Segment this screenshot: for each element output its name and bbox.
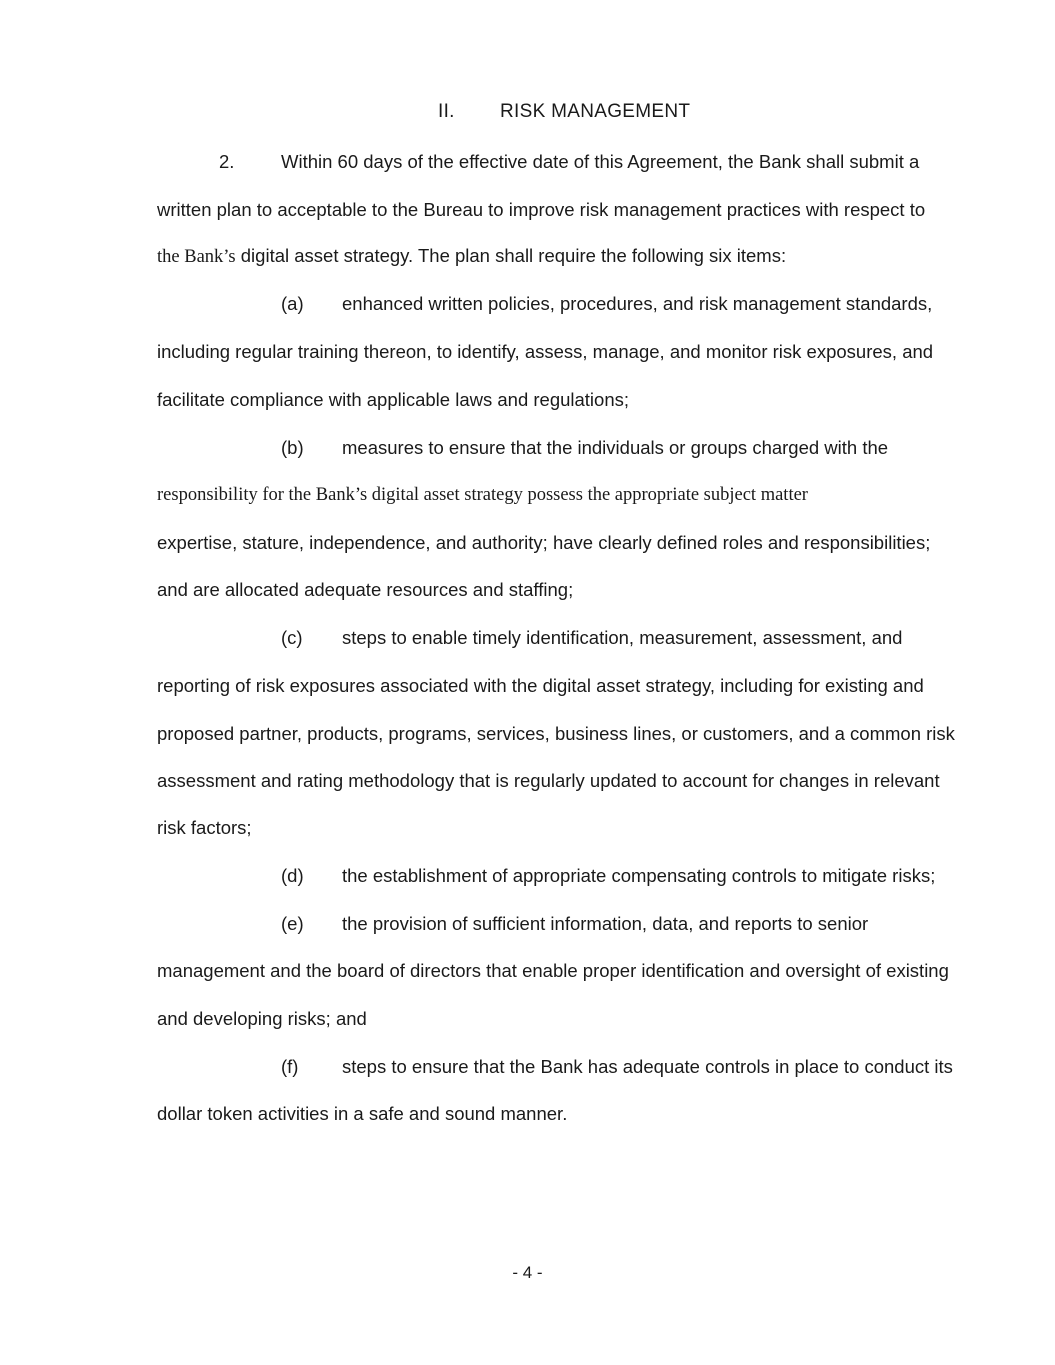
item-a-line: including regular training thereon, to identify, assess, manage, and monitor risk exposures, and — [157, 341, 934, 362]
item-e-line: management and the board of directors that enable proper identification and oversight of existing — [157, 960, 949, 981]
item-f-line: dollar token activities in a safe and sound manner. — [157, 1103, 568, 1124]
page-number: - 4 - — [512, 1263, 543, 1282]
item-label-b: (b) — [281, 437, 304, 458]
item-b-line: and are allocated adequate resources and staffing; — [157, 579, 574, 600]
item-c-line: proposed partner, products, programs, services, business lines, or customers, and a common risk — [157, 723, 955, 744]
item-label-c: (c) — [281, 627, 303, 648]
item-f-line: steps to ensure that the Bank has adequate controls in place to conduct its — [342, 1056, 953, 1077]
item-a-line: facilitate compliance with applicable laws and regulations; — [157, 389, 630, 410]
item-c-line: assessment and rating methodology that is regularly updated to account for changes in relevant — [157, 770, 940, 791]
item-b-line: expertise, stature, independence, and authority; have clearly defined roles and responsibilities; — [157, 532, 931, 553]
item-d-line: the establishment of appropriate compensating controls to mitigate risks; — [342, 865, 936, 886]
item-label-d: (d) — [281, 865, 304, 886]
item-c-line: reporting of risk exposures associated with the digital asset strategy, including for existing and — [157, 675, 924, 696]
section-title: RISK MANAGEMENT — [500, 101, 691, 122]
paragraph-number: 2. — [219, 151, 235, 172]
item-a-line: enhanced written policies, procedures, and risk management standards, — [342, 293, 933, 314]
paragraph-line — [157, 244, 786, 269]
item-e-line: the provision of sufficient information, data, and reports to senior — [342, 913, 869, 934]
item-b-line: measures to ensure that the individuals or groups charged with the — [342, 437, 889, 458]
item-label-f: (f) — [281, 1056, 299, 1077]
item-label-a: (a) — [281, 293, 304, 314]
section-number: II. — [438, 101, 455, 122]
item-e-line: and developing risks; and — [157, 1008, 367, 1029]
item-c-line: risk factors; — [157, 817, 252, 838]
paragraph-line: written plan to acceptable to the Bureau to improve risk management practices with respect to — [157, 199, 926, 220]
item-b-line: responsibility for the Bank’s digital asset strategy possess the appropriate subject matter — [157, 485, 808, 505]
item-c-line: steps to enable timely identification, measurement, assessment, and — [342, 627, 903, 648]
paragraph-line-rest: digital asset strategy. The plan shall require the following six items: — [235, 245, 787, 266]
paragraph-line: Within 60 days of the effective date of this Agreement, the Bank shall submit a — [281, 151, 920, 172]
bank-name-text: the Bank’s — [157, 247, 236, 267]
item-label-e: (e) — [281, 913, 304, 934]
